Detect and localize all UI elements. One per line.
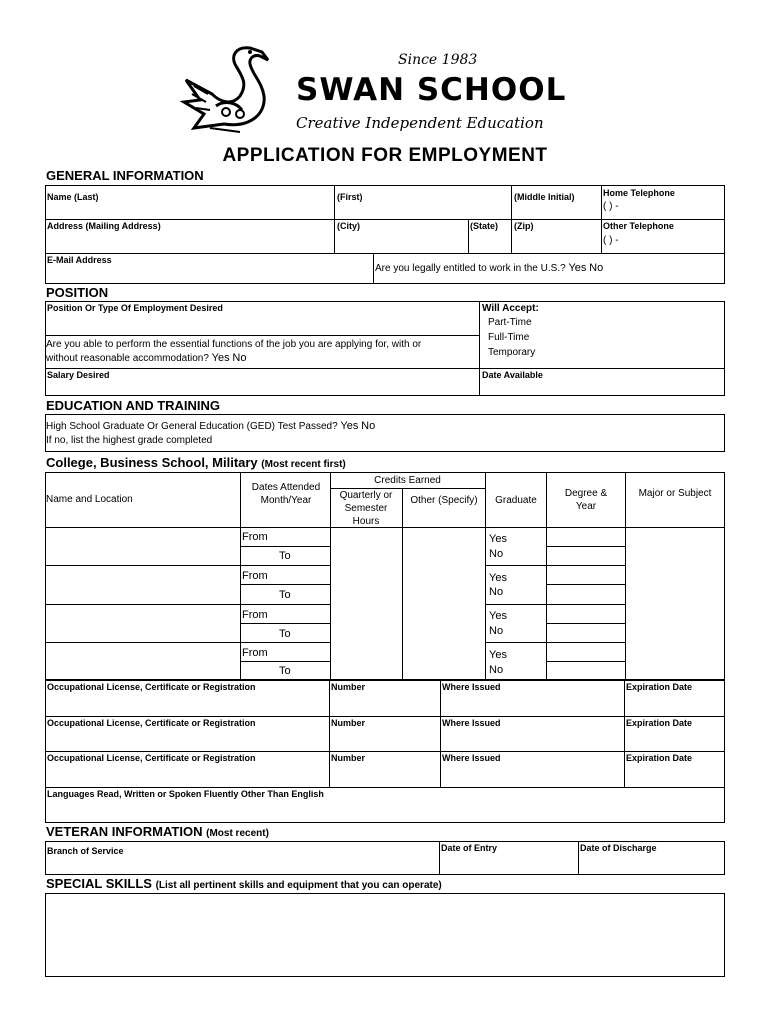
license1-where-field[interactable]: Where Issued [442, 682, 501, 692]
college-subheading: (Most recent first) [261, 459, 346, 470]
license1-number-field[interactable]: Number [331, 682, 366, 692]
functions-question-line2: without reasonable accommodation? Yes No [46, 352, 247, 364]
skills-heading: SPECIAL SKILLS (List all pertinent skills and equipment that you can operate) [46, 876, 442, 891]
other-telephone-field[interactable]: ( ) - [603, 235, 619, 246]
row4-no-option[interactable]: No [489, 664, 504, 676]
swan-logo-icon [180, 44, 292, 136]
license3-expiration-field[interactable]: Expiration Date [626, 753, 693, 763]
full-time-option[interactable]: Full-Time [488, 332, 530, 343]
license3-number-field[interactable]: Number [331, 753, 366, 763]
special-skills-field[interactable] [45, 893, 725, 977]
row3-no-option[interactable]: No [489, 625, 504, 637]
license2-field[interactable]: Occupational License, Certificate or Registration [47, 718, 256, 728]
middle-initial-field[interactable]: (Middle Initial) [514, 192, 575, 202]
row2-to-field[interactable]: To [279, 589, 291, 601]
row1-to-field[interactable]: To [279, 550, 291, 562]
row4-from-field[interactable]: From [242, 647, 268, 659]
veteran-heading: VETERAN INFORMATION (Most recent) [46, 824, 269, 839]
general-heading: GENERAL INFORMATION [46, 168, 204, 183]
position-heading: POSITION [46, 285, 109, 300]
functions-no-option[interactable]: No [232, 352, 247, 364]
row3-to-field[interactable]: To [279, 628, 291, 640]
logo-tagline: Creative Independent Education [296, 114, 544, 132]
email-field[interactable]: E-Mail Address [47, 255, 112, 265]
veteran-subheading: (Most recent) [206, 828, 269, 839]
license3-where-field[interactable]: Where Issued [442, 753, 501, 763]
row2-from-field[interactable]: From [242, 570, 268, 582]
row1-no-option[interactable]: No [489, 548, 504, 560]
logo-name: SWAN SCHOOL [296, 72, 567, 108]
page-title: APPLICATION FOR EMPLOYMENT [222, 145, 548, 166]
date-available-field[interactable]: Date Available [482, 370, 543, 380]
first-name-field[interactable]: (First) [337, 192, 363, 202]
temporary-option[interactable]: Temporary [488, 347, 536, 358]
date-of-discharge-field[interactable]: Date of Discharge [580, 843, 657, 853]
col-graduate: Graduate [495, 495, 537, 506]
hs-no-option[interactable]: No [361, 420, 376, 432]
legal-work-question [375, 262, 603, 274]
row2-yes-option[interactable]: Yes [489, 572, 507, 584]
col-name-location: Name and Location [46, 494, 133, 505]
home-telephone-field[interactable]: ( ) - [603, 201, 619, 212]
row4-to-field[interactable]: To [279, 665, 291, 677]
license2-expiration-field[interactable]: Expiration Date [626, 718, 693, 728]
license3-field[interactable]: Occupational License, Certificate or Registration [47, 753, 256, 763]
row4-yes-option[interactable]: Yes [489, 649, 507, 661]
state-field[interactable]: (State) [470, 221, 499, 231]
license1-expiration-field[interactable]: Expiration Date [626, 682, 693, 692]
col-degree-year: Degree & Year [564, 488, 608, 512]
legal-yes-option[interactable]: Yes [568, 262, 587, 274]
row3-from-field[interactable]: From [242, 609, 268, 621]
col-quarterly-hours: Quarterly or Semester Hours [339, 490, 393, 527]
name-last-field[interactable]: Name (Last) [47, 192, 99, 202]
branch-of-service-field[interactable]: Branch of Service [47, 846, 124, 856]
will-accept-label: Will Accept: [482, 303, 539, 314]
salary-desired-field[interactable]: Salary Desired [47, 370, 110, 380]
legal-no-option[interactable]: No [589, 262, 604, 274]
zip-field[interactable]: (Zip) [514, 221, 534, 231]
city-field[interactable]: (City) [337, 221, 360, 231]
address-field[interactable]: Address (Mailing Address) [47, 221, 161, 231]
row2-no-option[interactable]: No [489, 586, 504, 598]
college-heading: College, Business School, Military (Most recent first) [46, 455, 346, 470]
date-of-entry-field[interactable]: Date of Entry [441, 843, 498, 853]
col-other-specify: Other (Specify) [410, 495, 478, 506]
row3-yes-option[interactable]: Yes [489, 610, 507, 622]
license1-field[interactable]: Occupational License, Certificate or Registration [47, 682, 256, 692]
license2-where-field[interactable]: Where Issued [442, 718, 501, 728]
col-dates-attended: Dates Attended Month/Year [251, 482, 321, 506]
home-telephone-label: Home Telephone [603, 188, 675, 198]
part-time-option[interactable]: Part-Time [488, 317, 532, 328]
other-telephone-label: Other Telephone [603, 221, 674, 231]
functions-yes-option[interactable]: Yes [211, 352, 230, 364]
position-desired-field[interactable]: Position Or Type Of Employment Desired [47, 303, 223, 313]
logo-since: Since 1983 [398, 52, 478, 68]
col-major-subject: Major or Subject [638, 488, 712, 499]
license2-number-field[interactable]: Number [331, 718, 366, 728]
row1-yes-option[interactable]: Yes [489, 533, 507, 545]
high-school-question: High School Graduate Or General Education (GED) Test Passed? Yes No [46, 420, 376, 432]
functions-question-line1: Are you able to perform the essential functions of the job you are applying for, with or [46, 339, 422, 350]
highest-grade-field[interactable]: If no, list the highest grade completed [46, 435, 213, 446]
col-credits-earned: Credits Earned [374, 475, 441, 486]
skills-subheading: (List all pertinent skills and equipment that you can operate) [155, 880, 442, 891]
languages-field[interactable]: Languages Read, Written or Spoken Fluently Other Than English [47, 789, 324, 799]
education-heading: EDUCATION AND TRAINING [46, 398, 221, 413]
hs-yes-option[interactable]: Yes [340, 420, 359, 432]
row1-from-field[interactable]: From [242, 531, 268, 543]
legal-work-label: Are you legally entitled to work in the U.S.? [375, 263, 566, 274]
